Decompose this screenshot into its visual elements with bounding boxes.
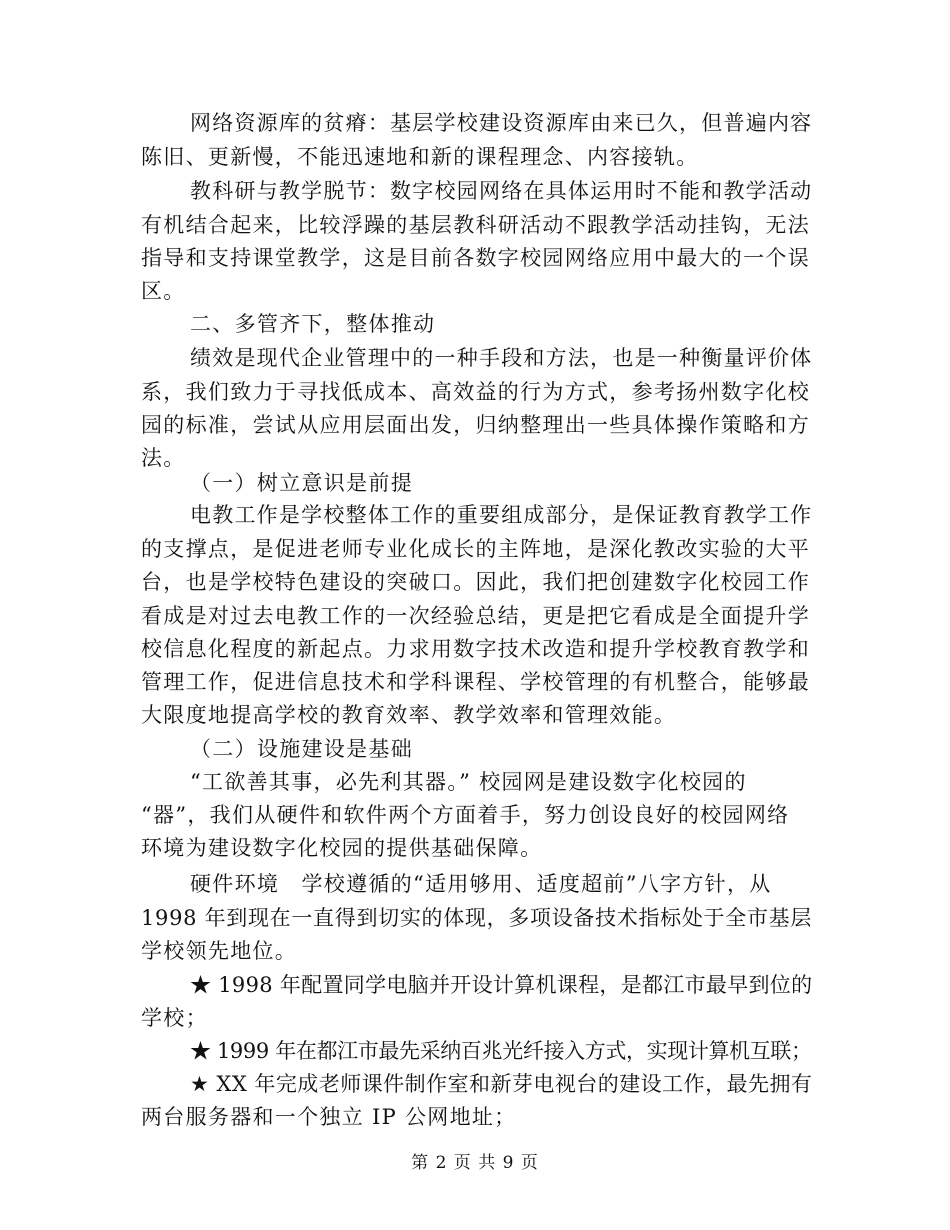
paragraph-line: 园的标准，尝试从应用层面出发，归纳整理出一些具体操作策略和方: [141, 413, 810, 437]
paragraph-line: 台，也是学校特色建设的突破口。因此，我们把创建数字化校园工作: [141, 570, 810, 594]
paragraph-line: 法。: [141, 446, 186, 470]
paragraph-line: 看成是对过去电教工作的一次经验总结，更是把它看成是全面提升学: [141, 604, 810, 628]
bullet-line: ★ 1998 年配置同学电脑并开设计算机课程，是都江市最早到位的: [190, 973, 813, 997]
paragraph-line: “器”，我们从硬件和软件两个方面着手，努力创设良好的校园网络: [141, 803, 790, 827]
paragraph-line: 校信息化程度的新起点。力求用数字技术改造和提升学校教育教学和: [141, 637, 810, 661]
paragraph-line: 陈旧、更新慢，不能迅速地和新的课程理念、内容接轨。: [141, 145, 699, 169]
paragraph-line: 大限度地提高学校的教育效率、教学效率和管理效能。: [141, 703, 677, 727]
paragraph-line: 管理工作，促进信息技术和学科课程、学校管理的有机整合，能够最: [141, 670, 810, 694]
paragraph-line: 硬件环境 学校遵循的“适用够用、适度超前”八字方针，从: [190, 872, 772, 896]
paragraph-line: 网络资源库的贫瘠：基层学校建设资源库由来已久，但普遍内容: [190, 111, 813, 135]
paragraph-line: 指导和支持课堂教学，这是目前各数字校园网络应用中最大的一个误: [141, 246, 810, 270]
paragraph-line: 区。: [141, 279, 186, 303]
section-heading: 二、多管齐下，整体推动: [190, 312, 436, 336]
paragraph-line: 绩效是现代企业管理中的一种手段和方法，也是一种衡量评价体: [190, 346, 813, 370]
bullet-line: ★ XX 年完成老师课件制作室和新芽电视台的建设工作，最先拥有: [190, 1072, 813, 1096]
paragraph-line: “工欲善其事，必先利其器。” 校园网是建设数字化校园的: [190, 770, 747, 794]
paragraph-line: 有机结合起来，比较浮躁的基层教科研活动不跟教学活动挂钩，无法: [141, 213, 810, 237]
paragraph-line: 1998 年到现在一直得到切实的体现，多项设备技术指标处于全市基层: [141, 906, 813, 930]
page-number-footer: 第 2 页 共 9 页: [411, 1153, 539, 1173]
subsection-heading: （二）设施建设是基础: [190, 737, 413, 761]
bullet-line: ★ 1999 年在都江市最先采纳百兆光纤接入方式，实现计算机互联；: [190, 1039, 812, 1063]
paragraph-line: 学校；: [141, 1006, 208, 1030]
subsection-heading: （一）树立意识是前提: [190, 471, 413, 495]
paragraph-line: 系，我们致力于寻找低成本、高效益的行为方式，参考扬州数字化校: [141, 380, 810, 404]
paragraph-line: 电教工作是学校整体工作的重要组成部分，是保证教育教学工作: [190, 503, 813, 527]
paragraph-line: 环境为建设数字化校园的提供基础保障。: [141, 836, 543, 860]
paragraph-line: 两台服务器和一个独立 IP 公网地址；: [141, 1105, 517, 1129]
paragraph-line: 学校领先地位。: [141, 939, 298, 963]
paragraph-line: 的支撑点，是促进老师专业化成长的主阵地，是深化教改实验的大平: [141, 537, 810, 561]
paragraph-line: 教科研与教学脱节：数字校园网络在具体运用时不能和教学活动: [190, 179, 813, 203]
